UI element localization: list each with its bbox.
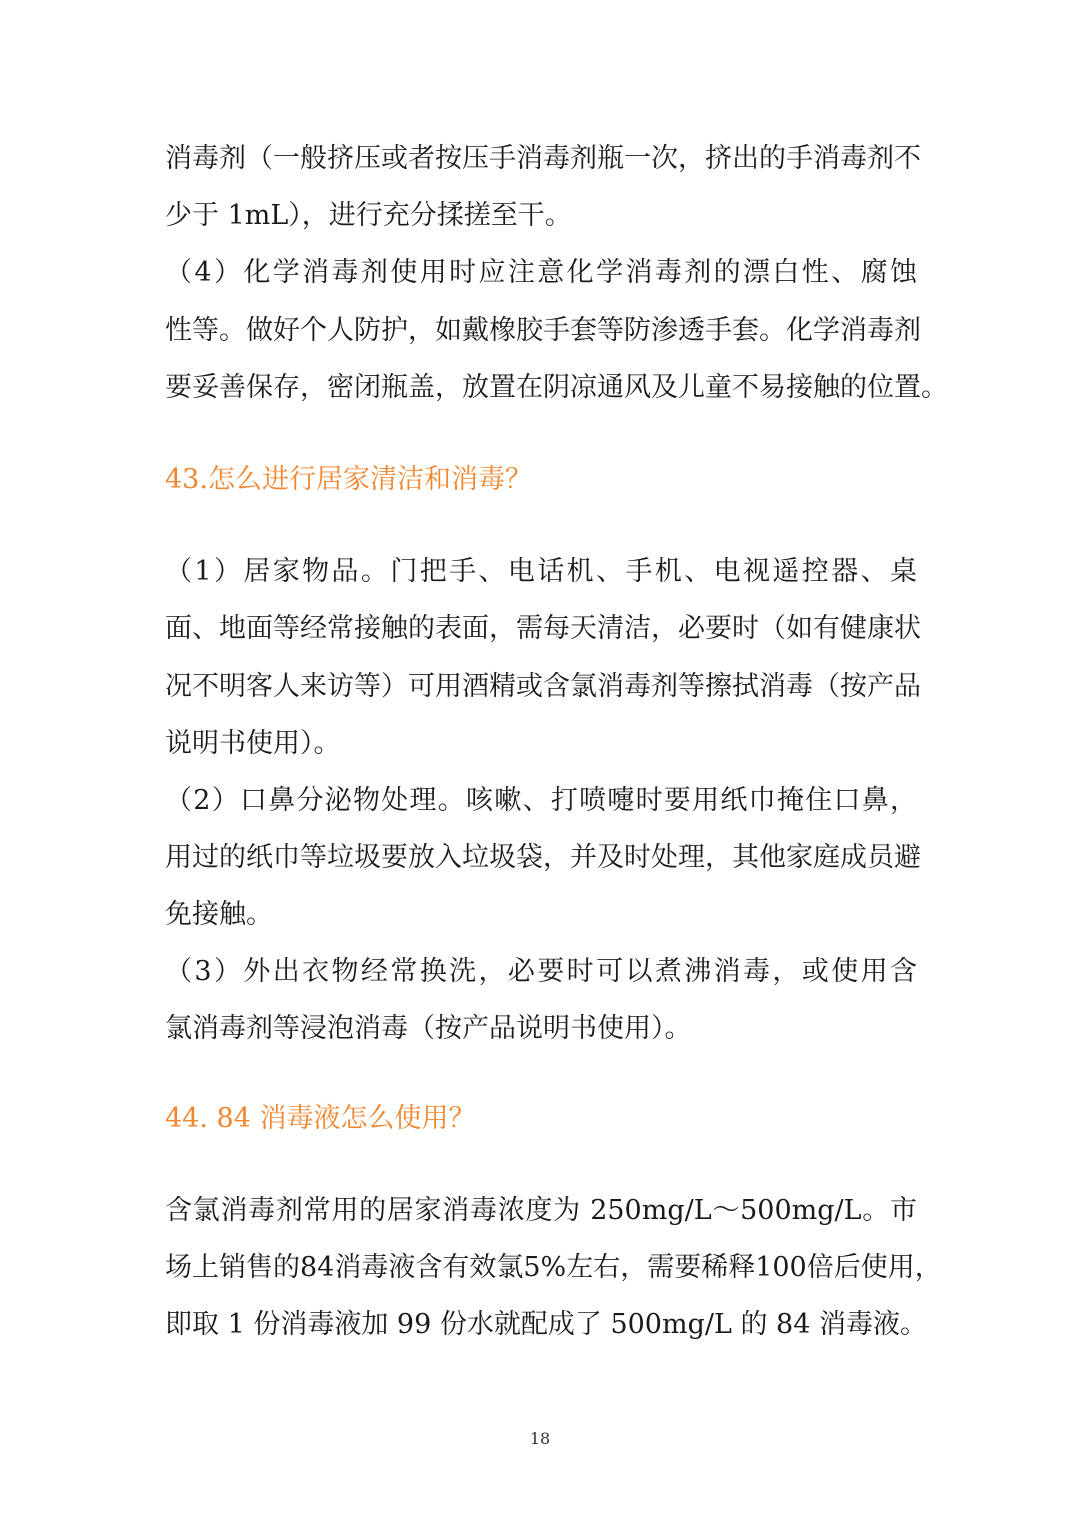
page-number: 18 <box>529 1429 551 1448</box>
body-text-line: 消毒剂（一般挤压或者按压手消毒剂瓶一次，挤出的手消毒剂不 <box>165 143 921 174</box>
body-text-line: 性等。做好个人防护，如戴橡胶手套等防渗透手套。化学消毒剂 <box>165 315 921 346</box>
section-heading-44: 44. 84 消毒液怎么使用？ <box>165 1103 476 1134</box>
body-text-line: （1）居家物品。门把手、电话机、手机、电视遥控器、桌 <box>165 556 917 587</box>
body-text-line: 要妥善保存，密闭瓶盖，放置在阴凉通风及儿童不易接触的位置。 <box>165 372 948 403</box>
body-text-line: 含氯消毒剂常用的居家消毒浓度为 250mg/L～500mg/L。市 <box>165 1195 917 1226</box>
body-text-line: 况不明客人来访等）可用酒精或含氯消毒剂等擦拭消毒（按产品 <box>165 671 921 702</box>
section-heading-43: 43.怎么进行居家清洁和消毒？ <box>165 464 532 495</box>
body-text-line: 面、地面等经常接触的表面，需每天清洁，必要时（如有健康状 <box>165 613 921 644</box>
body-text-line: 氯消毒剂等浸泡消毒（按产品说明书使用）。 <box>165 1013 692 1044</box>
body-text-line: （4）化学消毒剂使用时应注意化学消毒剂的漂白性、腐蚀 <box>165 257 917 288</box>
body-text-line: 说明书使用）。 <box>165 728 341 759</box>
body-text-line: 场上销售的84消毒液含有效氯5%左右，需要稀释100倍后使用， <box>165 1252 942 1283</box>
body-text-line: 即取 1 份消毒液加 99 份水就配成了 500mg/L 的 84 消毒液。 <box>165 1309 927 1340</box>
body-text-line: （2）口鼻分泌物处理。咳嗽、打喷嚏时要用纸巾掩住口鼻， <box>165 785 917 816</box>
body-text-line: （3）外出衣物经常换洗，必要时可以煮沸消毒，或使用含 <box>165 956 917 987</box>
body-text-line: 用过的纸巾等垃圾要放入垃圾袋，并及时处理，其他家庭成员避 <box>165 842 921 873</box>
body-text-line: 少于 1mL），进行充分揉搓至干。 <box>165 200 572 231</box>
body-text-line: 免接触。 <box>165 899 273 930</box>
